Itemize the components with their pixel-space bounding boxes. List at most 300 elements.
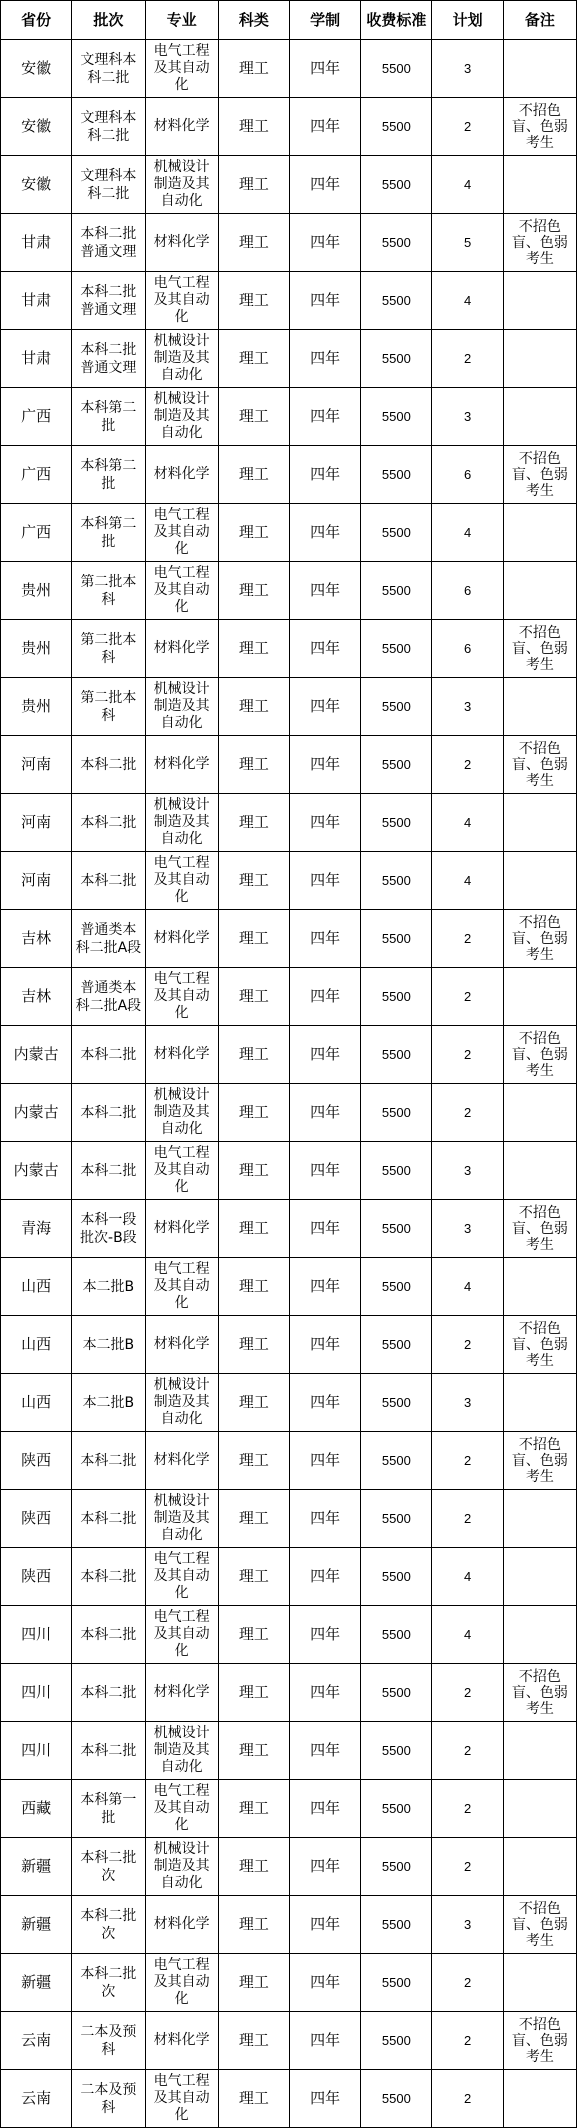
cell-note <box>503 678 576 736</box>
table-row <box>1 794 577 852</box>
cell-plan: 4 <box>432 1606 503 1664</box>
cell-province: 四川 <box>1 1664 72 1722</box>
cell-note <box>503 1606 576 1664</box>
cell-fee: 5500 <box>361 620 432 678</box>
cell-major: 电气工程及其自动化 <box>145 40 218 98</box>
cell-note <box>503 330 576 388</box>
cell-province: 贵州 <box>1 562 72 620</box>
table-row <box>1 388 577 446</box>
cell-plan: 3 <box>432 40 503 98</box>
cell-fee: 5500 <box>361 1258 432 1316</box>
cell-batch: 文理科本科二批 <box>72 98 145 156</box>
cell-duration: 四年 <box>290 2012 361 2070</box>
cell-major: 机械设计制造及其自动化 <box>145 1374 218 1432</box>
table-row <box>1 562 577 620</box>
cell-batch: 本科二批 <box>72 1722 145 1780</box>
cell-batch: 本科二批 <box>72 1606 145 1664</box>
cell-category: 理工 <box>218 330 289 388</box>
cell-duration: 四年 <box>290 1606 361 1664</box>
cell-batch: 二本及预科 <box>72 2012 145 2070</box>
cell-fee: 5500 <box>361 852 432 910</box>
table-row <box>1 910 577 968</box>
cell-category: 理工 <box>218 1142 289 1200</box>
cell-major: 材料化学 <box>145 1026 218 1084</box>
cell-major: 电气工程及其自动化 <box>145 1606 218 1664</box>
cell-province: 山西 <box>1 1258 72 1316</box>
cell-note: 不招色盲、色弱考生 <box>503 446 576 504</box>
table-row <box>1 214 577 272</box>
cell-batch: 本科二批 <box>72 1026 145 1084</box>
cell-batch: 本科二批 <box>72 1142 145 1200</box>
cell-plan: 4 <box>432 852 503 910</box>
cell-plan: 2 <box>432 736 503 794</box>
header-row <box>1 1 577 40</box>
cell-major: 电气工程及其自动化 <box>145 1258 218 1316</box>
cell-province: 广西 <box>1 388 72 446</box>
cell-duration: 四年 <box>290 1316 361 1374</box>
cell-batch: 本科二批 <box>72 794 145 852</box>
cell-plan: 2 <box>432 2012 503 2070</box>
cell-note <box>503 1838 576 1896</box>
cell-note <box>503 1954 576 2012</box>
cell-plan: 6 <box>432 620 503 678</box>
cell-note: 不招色盲、色弱考生 <box>503 2012 576 2070</box>
cell-duration: 四年 <box>290 2070 361 2128</box>
table-row <box>1 2070 577 2128</box>
cell-batch: 普通类本科二批A段 <box>72 968 145 1026</box>
cell-category: 理工 <box>218 1896 289 1954</box>
cell-batch: 本科二批 <box>72 1490 145 1548</box>
cell-category: 理工 <box>218 736 289 794</box>
cell-note: 不招色盲、色弱考生 <box>503 1316 576 1374</box>
cell-province: 四川 <box>1 1606 72 1664</box>
cell-batch: 本科一段批次-B段 <box>72 1200 145 1258</box>
cell-plan: 3 <box>432 388 503 446</box>
cell-plan: 3 <box>432 1896 503 1954</box>
cell-major: 电气工程及其自动化 <box>145 852 218 910</box>
cell-category: 理工 <box>218 272 289 330</box>
cell-plan: 2 <box>432 1838 503 1896</box>
cell-duration: 四年 <box>290 156 361 214</box>
table-row <box>1 1606 577 1664</box>
cell-fee: 5500 <box>361 1548 432 1606</box>
cell-batch: 本科二批 <box>72 736 145 794</box>
cell-province: 广西 <box>1 446 72 504</box>
cell-duration: 四年 <box>290 968 361 1026</box>
cell-note <box>503 794 576 852</box>
cell-category: 理工 <box>218 40 289 98</box>
cell-major: 机械设计制造及其自动化 <box>145 156 218 214</box>
table-row <box>1 1026 577 1084</box>
cell-duration: 四年 <box>290 1722 361 1780</box>
cell-category: 理工 <box>218 678 289 736</box>
cell-batch: 本二批B <box>72 1258 145 1316</box>
cell-fee: 5500 <box>361 1084 432 1142</box>
cell-note: 不招色盲、色弱考生 <box>503 1200 576 1258</box>
cell-major: 电气工程及其自动化 <box>145 968 218 1026</box>
header-plan: 计划 <box>432 1 503 40</box>
header-batch: 批次 <box>72 1 145 40</box>
cell-province: 新疆 <box>1 1896 72 1954</box>
cell-note: 不招色盲、色弱考生 <box>503 1432 576 1490</box>
cell-major: 材料化学 <box>145 214 218 272</box>
cell-batch: 本科二批 <box>72 1664 145 1722</box>
cell-province: 陕西 <box>1 1490 72 1548</box>
cell-province: 河南 <box>1 852 72 910</box>
cell-category: 理工 <box>218 1490 289 1548</box>
cell-major: 机械设计制造及其自动化 <box>145 388 218 446</box>
cell-duration: 四年 <box>290 1432 361 1490</box>
cell-category: 理工 <box>218 1374 289 1432</box>
table-row <box>1 1548 577 1606</box>
cell-fee: 5500 <box>361 562 432 620</box>
cell-duration: 四年 <box>290 504 361 562</box>
cell-province: 河南 <box>1 736 72 794</box>
cell-fee: 5500 <box>361 504 432 562</box>
cell-duration: 四年 <box>290 794 361 852</box>
table-body <box>1 40 577 2128</box>
cell-province: 甘肃 <box>1 272 72 330</box>
cell-major: 电气工程及其自动化 <box>145 562 218 620</box>
cell-plan: 4 <box>432 1258 503 1316</box>
cell-province: 新疆 <box>1 1838 72 1896</box>
cell-plan: 2 <box>432 1722 503 1780</box>
cell-note <box>503 156 576 214</box>
cell-fee: 5500 <box>361 678 432 736</box>
table-row <box>1 736 577 794</box>
cell-batch: 第二批本科 <box>72 678 145 736</box>
cell-batch: 文理科本科二批 <box>72 156 145 214</box>
cell-note: 不招色盲、色弱考生 <box>503 1896 576 1954</box>
cell-major: 机械设计制造及其自动化 <box>145 678 218 736</box>
table-row <box>1 98 577 156</box>
cell-province: 西藏 <box>1 1780 72 1838</box>
cell-plan: 3 <box>432 1374 503 1432</box>
table-row <box>1 678 577 736</box>
cell-batch: 本科二批次 <box>72 1896 145 1954</box>
cell-note <box>503 388 576 446</box>
table-row <box>1 1084 577 1142</box>
cell-plan: 3 <box>432 1200 503 1258</box>
cell-plan: 2 <box>432 98 503 156</box>
cell-plan: 6 <box>432 446 503 504</box>
cell-plan: 2 <box>432 968 503 1026</box>
cell-province: 陕西 <box>1 1432 72 1490</box>
cell-duration: 四年 <box>290 1838 361 1896</box>
cell-category: 理工 <box>218 968 289 1026</box>
header-province: 省份 <box>1 1 72 40</box>
cell-category: 理工 <box>218 1606 289 1664</box>
cell-province: 安徽 <box>1 40 72 98</box>
cell-fee: 5500 <box>361 1374 432 1432</box>
header-major: 专业 <box>145 1 218 40</box>
cell-note <box>503 504 576 562</box>
cell-province: 青海 <box>1 1200 72 1258</box>
cell-major: 电气工程及其自动化 <box>145 2070 218 2128</box>
cell-plan: 4 <box>432 156 503 214</box>
cell-batch: 第二批本科 <box>72 562 145 620</box>
cell-duration: 四年 <box>290 1084 361 1142</box>
cell-plan: 4 <box>432 1548 503 1606</box>
cell-batch: 本科二批 <box>72 1548 145 1606</box>
cell-batch: 本科第一批 <box>72 1780 145 1838</box>
cell-province: 安徽 <box>1 98 72 156</box>
cell-fee: 5500 <box>361 272 432 330</box>
table-row <box>1 2012 577 2070</box>
table-row <box>1 1432 577 1490</box>
cell-category: 理工 <box>218 1780 289 1838</box>
cell-major: 材料化学 <box>145 446 218 504</box>
table-row <box>1 1780 577 1838</box>
cell-batch: 本二批B <box>72 1374 145 1432</box>
cell-note <box>503 1780 576 1838</box>
cell-category: 理工 <box>218 1432 289 1490</box>
cell-note <box>503 40 576 98</box>
cell-category: 理工 <box>218 98 289 156</box>
cell-batch: 本科二批次 <box>72 1838 145 1896</box>
cell-duration: 四年 <box>290 272 361 330</box>
table-row <box>1 40 577 98</box>
cell-note <box>503 1548 576 1606</box>
cell-major: 机械设计制造及其自动化 <box>145 1490 218 1548</box>
cell-fee: 5500 <box>361 1200 432 1258</box>
cell-category: 理工 <box>218 156 289 214</box>
cell-duration: 四年 <box>290 1490 361 1548</box>
cell-fee: 5500 <box>361 1142 432 1200</box>
cell-category: 理工 <box>218 910 289 968</box>
cell-category: 理工 <box>218 1838 289 1896</box>
cell-plan: 2 <box>432 1664 503 1722</box>
cell-fee: 5500 <box>361 388 432 446</box>
cell-note: 不招色盲、色弱考生 <box>503 1026 576 1084</box>
cell-category: 理工 <box>218 1200 289 1258</box>
cell-batch: 本二批B <box>72 1316 145 1374</box>
cell-major: 电气工程及其自动化 <box>145 272 218 330</box>
cell-batch: 第二批本科 <box>72 620 145 678</box>
table-row <box>1 1316 577 1374</box>
cell-major: 材料化学 <box>145 98 218 156</box>
cell-province: 云南 <box>1 2070 72 2128</box>
cell-duration: 四年 <box>290 1258 361 1316</box>
cell-note <box>503 562 576 620</box>
table-row <box>1 620 577 678</box>
cell-fee: 5500 <box>361 1316 432 1374</box>
cell-plan: 3 <box>432 1142 503 1200</box>
cell-fee: 5500 <box>361 1838 432 1896</box>
cell-category: 理工 <box>218 388 289 446</box>
cell-note <box>503 968 576 1026</box>
cell-fee: 5500 <box>361 2012 432 2070</box>
cell-fee: 5500 <box>361 794 432 852</box>
cell-note <box>503 1490 576 1548</box>
cell-province: 甘肃 <box>1 330 72 388</box>
cell-province: 内蒙古 <box>1 1026 72 1084</box>
cell-plan: 2 <box>432 1780 503 1838</box>
table-row <box>1 1374 577 1432</box>
cell-major: 电气工程及其自动化 <box>145 1548 218 1606</box>
header-category: 科类 <box>218 1 289 40</box>
header-duration: 学制 <box>290 1 361 40</box>
header-fee: 收费标准 <box>361 1 432 40</box>
header-note: 备注 <box>503 1 576 40</box>
cell-major: 机械设计制造及其自动化 <box>145 330 218 388</box>
cell-major: 材料化学 <box>145 910 218 968</box>
cell-category: 理工 <box>218 852 289 910</box>
cell-province: 广西 <box>1 504 72 562</box>
cell-plan: 2 <box>432 1316 503 1374</box>
cell-duration: 四年 <box>290 40 361 98</box>
cell-note: 不招色盲、色弱考生 <box>503 620 576 678</box>
table-row <box>1 968 577 1026</box>
cell-note <box>503 1258 576 1316</box>
cell-major: 材料化学 <box>145 620 218 678</box>
cell-batch: 文理科本科二批 <box>72 40 145 98</box>
cell-duration: 四年 <box>290 562 361 620</box>
cell-duration: 四年 <box>290 1664 361 1722</box>
cell-category: 理工 <box>218 2070 289 2128</box>
cell-province: 内蒙古 <box>1 1142 72 1200</box>
cell-major: 材料化学 <box>145 1896 218 1954</box>
table-row <box>1 446 577 504</box>
cell-category: 理工 <box>218 1084 289 1142</box>
cell-plan: 5 <box>432 214 503 272</box>
cell-duration: 四年 <box>290 1896 361 1954</box>
table-row <box>1 1896 577 1954</box>
cell-plan: 4 <box>432 794 503 852</box>
cell-fee: 5500 <box>361 156 432 214</box>
cell-fee: 5500 <box>361 736 432 794</box>
cell-major: 电气工程及其自动化 <box>145 1780 218 1838</box>
cell-note <box>503 2070 576 2128</box>
cell-major: 材料化学 <box>145 736 218 794</box>
cell-note: 不招色盲、色弱考生 <box>503 736 576 794</box>
table-row <box>1 330 577 388</box>
cell-note: 不招色盲、色弱考生 <box>503 910 576 968</box>
cell-duration: 四年 <box>290 1374 361 1432</box>
cell-duration: 四年 <box>290 1548 361 1606</box>
cell-fee: 5500 <box>361 1490 432 1548</box>
table-row <box>1 1142 577 1200</box>
cell-major: 机械设计制造及其自动化 <box>145 794 218 852</box>
cell-fee: 5500 <box>361 40 432 98</box>
cell-fee: 5500 <box>361 214 432 272</box>
cell-province: 安徽 <box>1 156 72 214</box>
cell-batch: 本科二批 <box>72 852 145 910</box>
cell-note <box>503 1142 576 1200</box>
cell-batch: 本科第二批 <box>72 388 145 446</box>
cell-duration: 四年 <box>290 214 361 272</box>
table-row <box>1 1200 577 1258</box>
cell-fee: 5500 <box>361 446 432 504</box>
cell-province: 山西 <box>1 1316 72 1374</box>
cell-plan: 2 <box>432 2070 503 2128</box>
cell-province: 吉林 <box>1 910 72 968</box>
cell-plan: 2 <box>432 1026 503 1084</box>
cell-province: 内蒙古 <box>1 1084 72 1142</box>
cell-major: 电气工程及其自动化 <box>145 1142 218 1200</box>
cell-batch: 本科第二批 <box>72 504 145 562</box>
cell-fee: 5500 <box>361 1664 432 1722</box>
cell-major: 材料化学 <box>145 1664 218 1722</box>
cell-note <box>503 852 576 910</box>
cell-category: 理工 <box>218 446 289 504</box>
cell-duration: 四年 <box>290 910 361 968</box>
cell-category: 理工 <box>218 504 289 562</box>
table-header <box>1 1 577 40</box>
cell-plan: 4 <box>432 504 503 562</box>
cell-plan: 6 <box>432 562 503 620</box>
cell-duration: 四年 <box>290 852 361 910</box>
cell-batch: 本科二批普通文理 <box>72 272 145 330</box>
cell-duration: 四年 <box>290 736 361 794</box>
cell-duration: 四年 <box>290 1142 361 1200</box>
cell-fee: 5500 <box>361 1780 432 1838</box>
cell-category: 理工 <box>218 214 289 272</box>
table-row <box>1 1664 577 1722</box>
cell-major: 材料化学 <box>145 1200 218 1258</box>
cell-note <box>503 1084 576 1142</box>
cell-fee: 5500 <box>361 1954 432 2012</box>
cell-fee: 5500 <box>361 1722 432 1780</box>
cell-plan: 2 <box>432 1490 503 1548</box>
table-row <box>1 1838 577 1896</box>
cell-note <box>503 272 576 330</box>
table-row <box>1 504 577 562</box>
cell-batch: 本科二批 <box>72 1432 145 1490</box>
cell-province: 山西 <box>1 1374 72 1432</box>
cell-plan: 2 <box>432 1084 503 1142</box>
table-row <box>1 156 577 214</box>
cell-province: 四川 <box>1 1722 72 1780</box>
cell-major: 机械设计制造及其自动化 <box>145 1838 218 1896</box>
cell-duration: 四年 <box>290 388 361 446</box>
cell-plan: 2 <box>432 1954 503 2012</box>
cell-fee: 5500 <box>361 98 432 156</box>
cell-province: 吉林 <box>1 968 72 1026</box>
cell-plan: 2 <box>432 1432 503 1490</box>
cell-duration: 四年 <box>290 1200 361 1258</box>
cell-fee: 5500 <box>361 330 432 388</box>
cell-category: 理工 <box>218 2012 289 2070</box>
cell-duration: 四年 <box>290 1954 361 2012</box>
cell-fee: 5500 <box>361 910 432 968</box>
cell-duration: 四年 <box>290 620 361 678</box>
cell-major: 电气工程及其自动化 <box>145 1954 218 2012</box>
cell-batch: 本科二批次 <box>72 1954 145 2012</box>
cell-fee: 5500 <box>361 1026 432 1084</box>
cell-category: 理工 <box>218 1316 289 1374</box>
cell-major: 机械设计制造及其自动化 <box>145 1084 218 1142</box>
cell-category: 理工 <box>218 562 289 620</box>
cell-batch: 本科第二批 <box>72 446 145 504</box>
cell-fee: 5500 <box>361 1606 432 1664</box>
cell-province: 甘肃 <box>1 214 72 272</box>
cell-batch: 本科二批 <box>72 1084 145 1142</box>
cell-fee: 5500 <box>361 1432 432 1490</box>
cell-category: 理工 <box>218 620 289 678</box>
cell-plan: 2 <box>432 330 503 388</box>
cell-category: 理工 <box>218 1548 289 1606</box>
cell-note: 不招色盲、色弱考生 <box>503 98 576 156</box>
cell-duration: 四年 <box>290 1026 361 1084</box>
cell-fee: 5500 <box>361 968 432 1026</box>
cell-province: 陕西 <box>1 1548 72 1606</box>
cell-category: 理工 <box>218 794 289 852</box>
cell-category: 理工 <box>218 1026 289 1084</box>
table-row <box>1 1954 577 2012</box>
table-row <box>1 272 577 330</box>
cell-fee: 5500 <box>361 1896 432 1954</box>
